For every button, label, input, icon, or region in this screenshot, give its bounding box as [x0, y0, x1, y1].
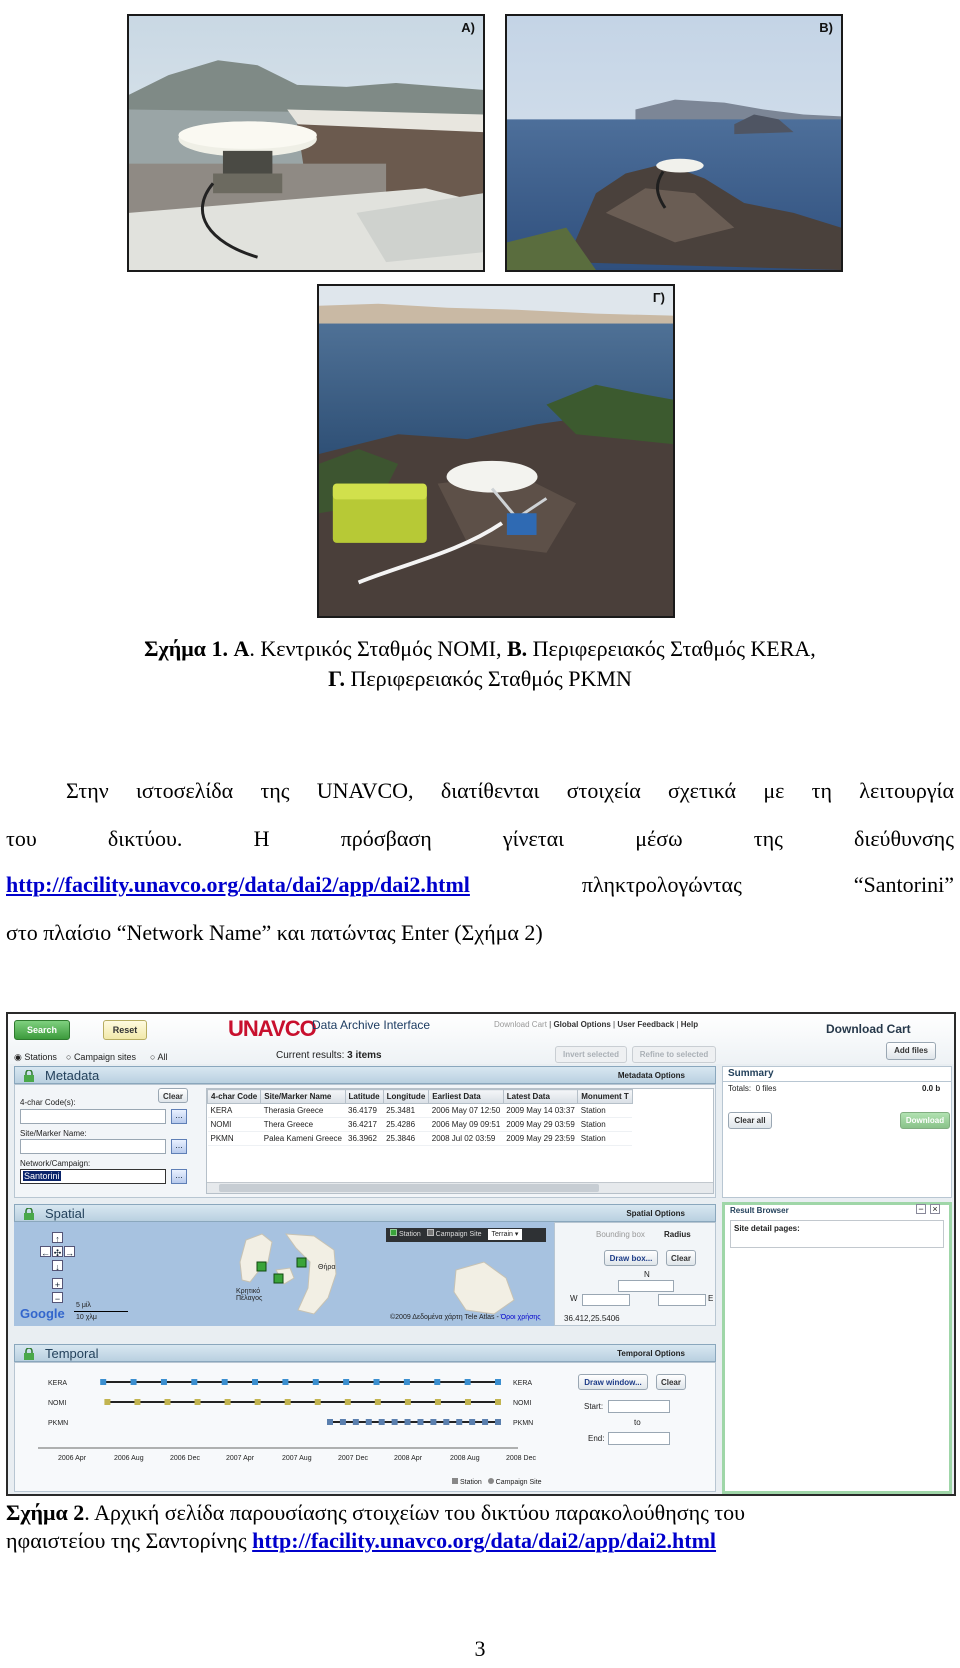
- timeline-marker[interactable]: [379, 1419, 385, 1425]
- legend-station: Station: [459, 1479, 482, 1486]
- unavco-screenshot: [6, 1012, 956, 1496]
- table-row[interactable]: [208, 1132, 633, 1146]
- site-picker-button[interactable]: ...: [171, 1139, 187, 1154]
- pan-up-icon[interactable]: ↑: [52, 1232, 63, 1243]
- column-header[interactable]: Site/Marker Name: [261, 1090, 345, 1104]
- table-cell: Thera Greece: [261, 1118, 345, 1132]
- metadata-clear-button[interactable]: Clear: [158, 1088, 188, 1103]
- timeline-station-label: PKMN: [48, 1420, 69, 1427]
- paragraph-line-3: [6, 872, 954, 898]
- photo-b-kera-station: [505, 14, 843, 272]
- timeline-station-label: NOMI: [48, 1400, 67, 1407]
- timeline-marker[interactable]: [465, 1399, 471, 1405]
- bounding-box-tab[interactable]: Bounding box: [596, 1230, 645, 1239]
- radio-label: Stations: [24, 1052, 57, 1062]
- clear-all-button[interactable]: Clear all: [728, 1112, 772, 1129]
- table-cell: PKMN: [208, 1132, 261, 1146]
- paragraph-line-4: στο πλαίσιο “Network Name” και πατώντας Enter (Σχήμα 2): [6, 920, 543, 945]
- end-label: End:: [588, 1434, 605, 1443]
- legend-campaign: Campaign Site: [495, 1479, 542, 1486]
- timeline-marker[interactable]: [164, 1399, 170, 1405]
- network-picker-button[interactable]: ...: [171, 1169, 187, 1184]
- column-header[interactable]: Earliest Data: [429, 1090, 504, 1104]
- timeline-marker[interactable]: [443, 1419, 449, 1425]
- timeline-tick-label: 2006 Aug: [114, 1455, 144, 1462]
- north-label: N: [644, 1270, 650, 1279]
- metadata-table: [207, 1089, 633, 1146]
- timeline-marker[interactable]: [134, 1399, 140, 1405]
- lock-icon: [23, 1348, 35, 1360]
- spatial-map[interactable]: [14, 1222, 554, 1326]
- help-link[interactable]: Help: [680, 1020, 699, 1029]
- start-label: Start:: [584, 1402, 604, 1411]
- figure1-a-label: Α: [233, 636, 250, 661]
- summary-size: 0.0 b: [922, 1084, 941, 1093]
- word: διεύθυνσης: [854, 826, 954, 851]
- global-options-link[interactable]: Global Options: [553, 1020, 611, 1029]
- scrollbar-thumb[interactable]: [219, 1184, 599, 1192]
- timeline-marker[interactable]: [456, 1419, 462, 1425]
- timeline-marker[interactable]: [469, 1419, 475, 1425]
- current-results-label: Current results:: [276, 1050, 345, 1061]
- temporal-title: Temporal: [45, 1346, 99, 1361]
- timeline-marker[interactable]: [465, 1379, 471, 1385]
- timeline-marker[interactable]: [375, 1399, 381, 1405]
- photo-c-pkmn-station: [317, 284, 675, 618]
- totals-files: 0 files: [755, 1084, 777, 1093]
- figure2-label: Σχήμα 2: [6, 1500, 85, 1525]
- timeline-marker[interactable]: [405, 1399, 411, 1405]
- spatial-header: [14, 1204, 716, 1222]
- metadata-title: Metadata: [45, 1068, 100, 1083]
- word: της: [753, 826, 783, 851]
- google-logo: Google: [20, 1306, 65, 1321]
- photo-a-label: A): [461, 20, 475, 35]
- word: μέσω: [635, 826, 683, 851]
- spatial-clear-button[interactable]: Clear: [666, 1250, 696, 1266]
- timeline-marker[interactable]: [482, 1419, 488, 1425]
- add-files-button[interactable]: Add files: [886, 1042, 936, 1060]
- terrain-select[interactable]: Terrain ▾: [488, 1229, 523, 1240]
- east-input[interactable]: [658, 1294, 706, 1306]
- table-cell: 25.4286: [383, 1118, 429, 1132]
- timeline-tick-label: 2006 Dec: [170, 1455, 200, 1462]
- user-feedback-link[interactable]: User Feedback: [617, 1020, 675, 1029]
- timeline-marker[interactable]: [392, 1419, 398, 1425]
- timeline-marker[interactable]: [327, 1419, 333, 1425]
- table-row[interactable]: [208, 1118, 633, 1132]
- timeline-marker[interactable]: [495, 1379, 501, 1385]
- timeline-marker[interactable]: [366, 1419, 372, 1425]
- network-input-value: Santorini: [24, 1171, 60, 1181]
- timeline-marker[interactable]: [282, 1379, 288, 1385]
- word: Η: [253, 826, 270, 851]
- timeline-marker[interactable]: [417, 1419, 423, 1425]
- figure2-text-a: . Αρχική σελίδα παρουσίασης στοιχείων του δικτύου παρακολούθησης του: [84, 1500, 746, 1525]
- map-legend: [386, 1228, 546, 1242]
- table-cell: 2009 May 29 03:59: [503, 1118, 578, 1132]
- spatial-options[interactable]: Spatial Options: [626, 1209, 685, 1218]
- figure1-c-text: Περιφερειακός Σταθμός PKMN: [345, 666, 632, 691]
- timeline-tick-label: 2007 Dec: [338, 1455, 368, 1462]
- table-cell: 25.3846: [383, 1132, 429, 1146]
- timeline-marker[interactable]: [343, 1379, 349, 1385]
- summary-totals: [728, 1084, 776, 1093]
- figure2-link[interactable]: http://facility.unavco.org/data/dai2/app/dai2.html: [252, 1528, 717, 1553]
- timeline-marker[interactable]: [345, 1399, 351, 1405]
- to-label: to: [634, 1418, 641, 1427]
- top-links: Download Cart | Global Options | User Feedback | Help: [494, 1020, 699, 1029]
- figure1-c-label: Γ.: [328, 666, 345, 691]
- timeline-marker[interactable]: [252, 1379, 258, 1385]
- pan-center-icon[interactable]: ✣: [53, 1248, 62, 1258]
- pan-right-icon[interactable]: →: [65, 1248, 74, 1258]
- temporal-legend: [452, 1478, 542, 1486]
- timeline-marker[interactable]: [405, 1419, 411, 1425]
- download-button[interactable]: Download: [900, 1112, 950, 1129]
- timeline-marker[interactable]: [100, 1379, 106, 1385]
- refine-selected-button[interactable]: Refine to selected: [632, 1046, 716, 1063]
- photo-a-nomi-station: [127, 14, 485, 272]
- timeline-marker[interactable]: [495, 1419, 501, 1425]
- terms-link[interactable]: Όροι χρήσης: [500, 1314, 541, 1321]
- stations-radio[interactable]: ◉ Stations: [14, 1052, 57, 1062]
- timeline-marker[interactable]: [435, 1399, 441, 1405]
- timeline-marker[interactable]: [222, 1379, 228, 1385]
- figure1-caption: [0, 636, 960, 662]
- table-cell: Therasia Greece: [261, 1104, 345, 1118]
- station-legend-icon: [452, 1478, 458, 1484]
- word: του: [6, 826, 37, 851]
- figure2-caption: [6, 1500, 745, 1526]
- figure2-text-b: ηφαιστείου της Σαντορίνης: [6, 1528, 253, 1553]
- table-cell: Station: [578, 1104, 633, 1118]
- timeline-marker[interactable]: [374, 1379, 380, 1385]
- timeline-tick-label: 2007 Apr: [226, 1455, 255, 1462]
- column-header[interactable]: Monument T: [578, 1090, 633, 1104]
- campaign-legend-icon[interactable]: [427, 1229, 434, 1236]
- paragraph-line-2: [6, 826, 954, 852]
- west-label: W: [570, 1294, 578, 1303]
- timeline-marker[interactable]: [313, 1379, 319, 1385]
- zoom-in-icon[interactable]: +: [52, 1278, 63, 1289]
- paragraph-line-1: Στην ιστοσελίδα της UNAVCO, διατίθενται στοιχεία σχετικά με τη λειτουργία: [66, 778, 954, 803]
- table-cell: 2006 May 09 09:51: [429, 1118, 504, 1132]
- radio-label: All: [157, 1052, 168, 1062]
- timeline-tick-label: 2007 Aug: [282, 1455, 312, 1462]
- table-cell: 36.4217: [345, 1118, 383, 1132]
- temporal-clear-button[interactable]: Clear: [656, 1374, 686, 1390]
- temporal-header: [14, 1344, 716, 1362]
- result-browser-title: Result Browser: [730, 1206, 789, 1215]
- table-cell: Station: [578, 1132, 633, 1146]
- table-cell: 2008 Jul 02 03:59: [429, 1132, 504, 1146]
- spatial-title: Spatial: [45, 1206, 85, 1221]
- current-results: [276, 1050, 382, 1061]
- unavco-logo: UNAVCO: [228, 1016, 316, 1041]
- table-cell: 2009 May 29 23:59: [503, 1132, 578, 1146]
- timeline-station-label-right: PKMN: [513, 1420, 534, 1427]
- column-header[interactable]: Latest Data: [503, 1090, 578, 1104]
- download-cart-link[interactable]: Download Cart: [494, 1020, 547, 1029]
- zoom-out-icon[interactable]: −: [52, 1292, 63, 1303]
- table-cell: Palea Kameni Greece: [261, 1132, 345, 1146]
- reset-button[interactable]: Reset: [103, 1020, 147, 1040]
- code-input[interactable]: [20, 1109, 166, 1124]
- column-header[interactable]: Longitude: [383, 1090, 429, 1104]
- horizontal-scrollbar[interactable]: [207, 1182, 713, 1193]
- figure1-b-text: Περιφερειακός Σταθμός KERA,: [527, 636, 816, 661]
- unavco-link[interactable]: http://facility.unavco.org/data/dai2/app/dai2.html: [6, 872, 470, 897]
- summary-title: Summary: [728, 1068, 774, 1079]
- timeline-marker[interactable]: [104, 1399, 110, 1405]
- timeline-marker[interactable]: [131, 1379, 137, 1385]
- metadata-options[interactable]: Metadata Options: [617, 1071, 685, 1080]
- photo-c-label: Γ): [652, 290, 665, 305]
- figure1-caption-line2: [0, 666, 960, 692]
- network-label: Network/Campaign:: [20, 1159, 91, 1168]
- site-label: Site/Marker Name:: [20, 1129, 87, 1138]
- figure2-caption-line2: [6, 1528, 716, 1554]
- timeline-marker[interactable]: [434, 1379, 440, 1385]
- timeline-tick-label: 2008 Aug: [450, 1455, 480, 1462]
- timeline-chart[interactable]: [18, 1366, 558, 1466]
- all-radio[interactable]: ○ All: [150, 1052, 168, 1062]
- place-thira: Θήρα: [318, 1264, 336, 1271]
- end-input[interactable]: [608, 1432, 670, 1445]
- word: “Santorini”: [853, 872, 954, 897]
- word: γίνεται: [502, 826, 565, 851]
- copyright-text: ©2009 Δεδομένα χάρτη Tele Atlas: [390, 1314, 495, 1321]
- table-cell: Station: [578, 1118, 633, 1132]
- timeline-marker[interactable]: [315, 1399, 321, 1405]
- pan-down-icon[interactable]: ↓: [52, 1260, 63, 1271]
- metadata-table-wrap: [206, 1088, 714, 1194]
- legend-campaign: Campaign Site: [435, 1231, 482, 1238]
- timeline-marker[interactable]: [191, 1379, 197, 1385]
- radio-label: Campaign sites: [73, 1052, 136, 1062]
- table-row[interactable]: [208, 1104, 633, 1118]
- pan-left-icon[interactable]: ←: [41, 1248, 50, 1258]
- timeline-marker[interactable]: [404, 1379, 410, 1385]
- table-cell: 25.3481: [383, 1104, 429, 1118]
- table-cell: 36.4179: [345, 1104, 383, 1118]
- timeline-marker[interactable]: [195, 1399, 201, 1405]
- timeline-station-label: KERA: [48, 1380, 68, 1387]
- timeline-marker[interactable]: [430, 1419, 436, 1425]
- radius-tab[interactable]: Radius: [664, 1230, 691, 1239]
- campaign-sites-radio[interactable]: ○ Campaign sites: [66, 1052, 136, 1062]
- column-header[interactable]: 4-char Code: [208, 1090, 261, 1104]
- app-title: Data Archive Interface: [312, 1018, 431, 1032]
- draw-box-button[interactable]: Draw box...: [604, 1250, 658, 1266]
- scale-bar: [74, 1311, 128, 1312]
- timeline-marker[interactable]: [225, 1399, 231, 1405]
- draw-window-button[interactable]: Draw window...: [578, 1374, 648, 1390]
- timeline-marker[interactable]: [495, 1399, 501, 1405]
- column-header[interactable]: Latitude: [345, 1090, 383, 1104]
- timeline-station-label-right: NOMI: [513, 1400, 532, 1407]
- station-legend-icon[interactable]: [390, 1229, 397, 1236]
- word: πληκτρολογώντας: [581, 872, 742, 897]
- close-icon[interactable]: ×: [930, 1204, 940, 1214]
- coords-readout: 36.412,25.5406: [564, 1314, 620, 1323]
- lock-icon: [23, 1070, 35, 1082]
- timeline-tick-label: 2008 Apr: [394, 1455, 423, 1462]
- legend-station: Station: [398, 1231, 421, 1238]
- divider: [722, 1081, 952, 1082]
- map-copyright: ©2009 Δεδομένα χάρτη Tele Atlas - Όροι χρήσης: [390, 1314, 541, 1321]
- west-input[interactable]: [582, 1294, 630, 1306]
- table-cell: 2009 May 14 03:37: [503, 1104, 578, 1118]
- page-number: 3: [474, 1636, 486, 1661]
- place-kritiko: Κρητικό Πέλαγος: [236, 1288, 263, 1302]
- lock-icon: [23, 1208, 35, 1220]
- code-picker-button[interactable]: ...: [171, 1109, 187, 1124]
- terrain-value: Terrain: [491, 1231, 513, 1238]
- campaign-legend-icon: [488, 1478, 494, 1484]
- scale-km: 10 χλμ: [76, 1314, 97, 1321]
- site-detail-label: Site detail pages:: [734, 1224, 800, 1233]
- invert-selected-button[interactable]: Invert selected: [555, 1046, 627, 1063]
- table-cell: KERA: [208, 1104, 261, 1118]
- figure1-label: Σχήμα 1.: [144, 636, 228, 661]
- site-input[interactable]: [20, 1139, 166, 1154]
- timeline-marker[interactable]: [340, 1419, 346, 1425]
- timeline-marker[interactable]: [161, 1379, 167, 1385]
- word: δικτύου.: [107, 826, 183, 851]
- network-input[interactable]: [20, 1169, 166, 1184]
- table-cell: NOMI: [208, 1118, 261, 1132]
- north-input[interactable]: [618, 1280, 674, 1292]
- east-label: E: [708, 1294, 714, 1303]
- figure1-b-label: Β.: [506, 636, 528, 661]
- start-input[interactable]: [608, 1400, 670, 1413]
- table-cell: 36.3962: [345, 1132, 383, 1146]
- scale-mi: 5 μίλ: [76, 1302, 91, 1309]
- download-cart-title: Download Cart: [826, 1022, 911, 1036]
- timeline-marker[interactable]: [285, 1399, 291, 1405]
- metadata-header: [14, 1066, 716, 1084]
- current-results-value: 3 items: [347, 1050, 382, 1061]
- code-label: 4-char Code(s):: [20, 1098, 76, 1107]
- photo-b-label: B): [819, 20, 833, 35]
- collapse-icon[interactable]: −: [916, 1204, 926, 1214]
- temporal-options[interactable]: Temporal Options: [617, 1349, 685, 1358]
- word: πρόσβαση: [340, 826, 432, 851]
- timeline-marker[interactable]: [353, 1419, 359, 1425]
- totals-label: Totals:: [728, 1084, 752, 1093]
- table-cell: 2006 May 07 12:50: [429, 1104, 504, 1118]
- search-button[interactable]: Search: [14, 1020, 70, 1040]
- timeline-tick-label: 2006 Apr: [58, 1455, 87, 1462]
- timeline-tick-label: 2008 Dec: [506, 1455, 536, 1462]
- timeline-marker[interactable]: [255, 1399, 261, 1405]
- figure1-a-text: . Κεντρικός Σταθμός NOMI,: [249, 636, 507, 661]
- timeline-station-label-right: KERA: [513, 1380, 533, 1387]
